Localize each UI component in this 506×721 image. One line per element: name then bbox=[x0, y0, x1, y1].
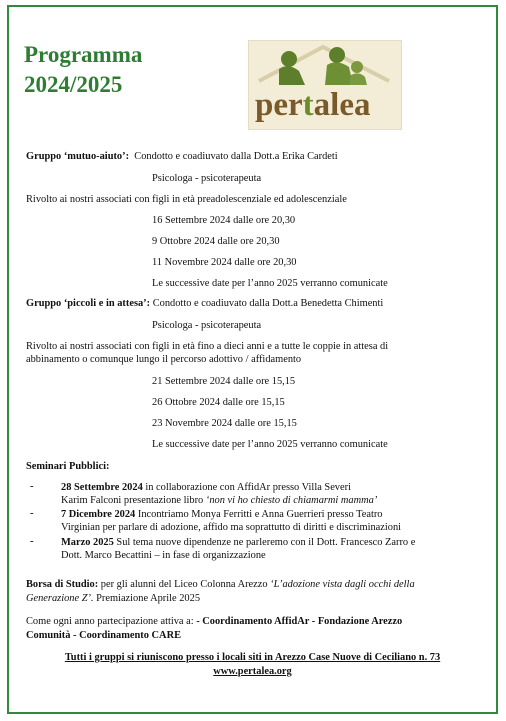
seminar-1-date: 28 Settembre 2024 bbox=[61, 482, 143, 493]
seminar-2-date: 7 Dicembre 2024 bbox=[61, 509, 136, 520]
group1-target: Rivolto ai nostri associati con figli in età preadolescenziale ed adolescenziale bbox=[26, 194, 347, 205]
group1-line bbox=[26, 150, 338, 163]
seminar-1-bullet: - bbox=[30, 480, 34, 492]
group2-note: Le successive date per l’anno 2025 verranno comunicate bbox=[152, 439, 388, 450]
group2-target-1: Rivolto ai nostri associati con figli in età fino a dieci anni e a tutte le coppie in attesa di bbox=[26, 341, 389, 352]
seminar-3-line-1 bbox=[61, 536, 415, 549]
seminar-1-line-2 bbox=[61, 494, 377, 507]
scholarship-line-2 bbox=[26, 592, 200, 605]
partners-text: Come ogni anno partecipazione attiva a: bbox=[26, 616, 197, 627]
scholarship-award: Premiazione Aprile 2025 bbox=[93, 593, 201, 604]
seminar-3-line-2: Dott. Marco Becattini – in fase di organizzazione bbox=[61, 550, 266, 561]
scholarship-title-end: Generazione Z’. bbox=[26, 593, 94, 604]
seminar-3-bullet: - bbox=[30, 535, 34, 547]
title-line-1: Programma bbox=[24, 42, 143, 67]
logo-part-a: per bbox=[255, 87, 303, 123]
group1-date-1: 16 Settembre 2024 dalle ore 20,30 bbox=[152, 215, 296, 226]
group2-date-1: 21 Settembre 2024 dalle ore 15,15 bbox=[152, 376, 296, 387]
group2-line bbox=[26, 297, 383, 310]
group1-note: Le successive date per l’anno 2025 verranno comunicate bbox=[152, 278, 388, 289]
group1-role: Psicologa - psicoterapeuta bbox=[152, 173, 262, 184]
scholarship-label: Borsa di Studio: bbox=[26, 579, 99, 590]
group2-role: Psicologa - psicoterapeuta bbox=[152, 320, 262, 331]
scholarship-title: ‘L’adozione vista dagli occhi della bbox=[270, 579, 415, 590]
seminar-2-line-1 bbox=[61, 508, 383, 521]
seminars-heading: Seminari Pubblici: bbox=[26, 461, 110, 472]
group2-date-2: 26 Ottobre 2024 dalle ore 15,15 bbox=[152, 397, 285, 408]
page-title bbox=[24, 40, 142, 100]
group2-date-3: 23 Novembre 2024 dalle ore 15,15 bbox=[152, 418, 297, 429]
seminar-1-book-title: ‘non vi ho chiesto di chiamarmi mamma’ bbox=[205, 495, 378, 506]
seminar-1-text: in collaborazione con AffidAr presso Villa Severi bbox=[142, 482, 351, 493]
footer-location: Tutti i gruppi si riuniscono presso i locali siti in Arezzo Case Nuove di Ceciliano n. 73 bbox=[64, 652, 441, 663]
group1-label: Gruppo ‘mutuo-aiuto’: bbox=[26, 151, 130, 162]
seminar-2-bullet: - bbox=[30, 507, 34, 519]
seminar-1-presentation: Karim Falconi presentazione libro bbox=[61, 495, 206, 506]
partners-list-1: - Coordinamento AffidAr - Fondazione Arezzo bbox=[196, 616, 403, 627]
seminar-3-date: Marzo 2025 bbox=[61, 537, 114, 548]
seminar-2-line-2: Virginian per parlare di adozione, affido ma soprattutto di diritti e discriminazioni bbox=[61, 522, 402, 533]
seminar-3-text: Sul tema nuove dipendenze ne parleremo con il Dott. Francesco Zarro e bbox=[113, 537, 416, 548]
group1-date-3: 11 Novembre 2024 dalle ore 20,30 bbox=[152, 257, 297, 268]
seminar-2-text: Incontriamo Monya Ferritti e Anna Guerrieri presso Teatro bbox=[135, 509, 383, 520]
group2-target-2: abbinamento o comunque lungo il percorso adottivo / affidamento bbox=[26, 354, 302, 365]
title-line-2: 2024/2025 bbox=[24, 72, 123, 97]
group2-label: Gruppo ‘piccoli e in attesa’: bbox=[26, 298, 151, 309]
partners-line-2: Comunità - Coordinamento CARE bbox=[26, 630, 181, 641]
website-link[interactable]: www.pertalea.org bbox=[213, 666, 292, 677]
logo-part-b: t bbox=[302, 87, 314, 123]
logo-part-c: alea bbox=[313, 87, 371, 123]
seminar-1-line-1 bbox=[61, 481, 351, 494]
group1-leader: Condotto e coadiuvato dalla Dott.a Erika Cardeti bbox=[134, 151, 338, 162]
partners-line-1 bbox=[26, 615, 402, 628]
scholarship-line-1 bbox=[26, 578, 415, 591]
pertalea-logo bbox=[248, 40, 402, 130]
logo-wordmark bbox=[255, 87, 370, 124]
group1-date-2: 9 Ottobre 2024 dalle ore 20,30 bbox=[152, 236, 280, 247]
scholarship-text: per gli alunni del Liceo Colonna Arezzo bbox=[98, 579, 271, 590]
group2-leader: Condotto e coadiuvato dalla Dott.a Benedetta Chimenti bbox=[152, 298, 384, 309]
